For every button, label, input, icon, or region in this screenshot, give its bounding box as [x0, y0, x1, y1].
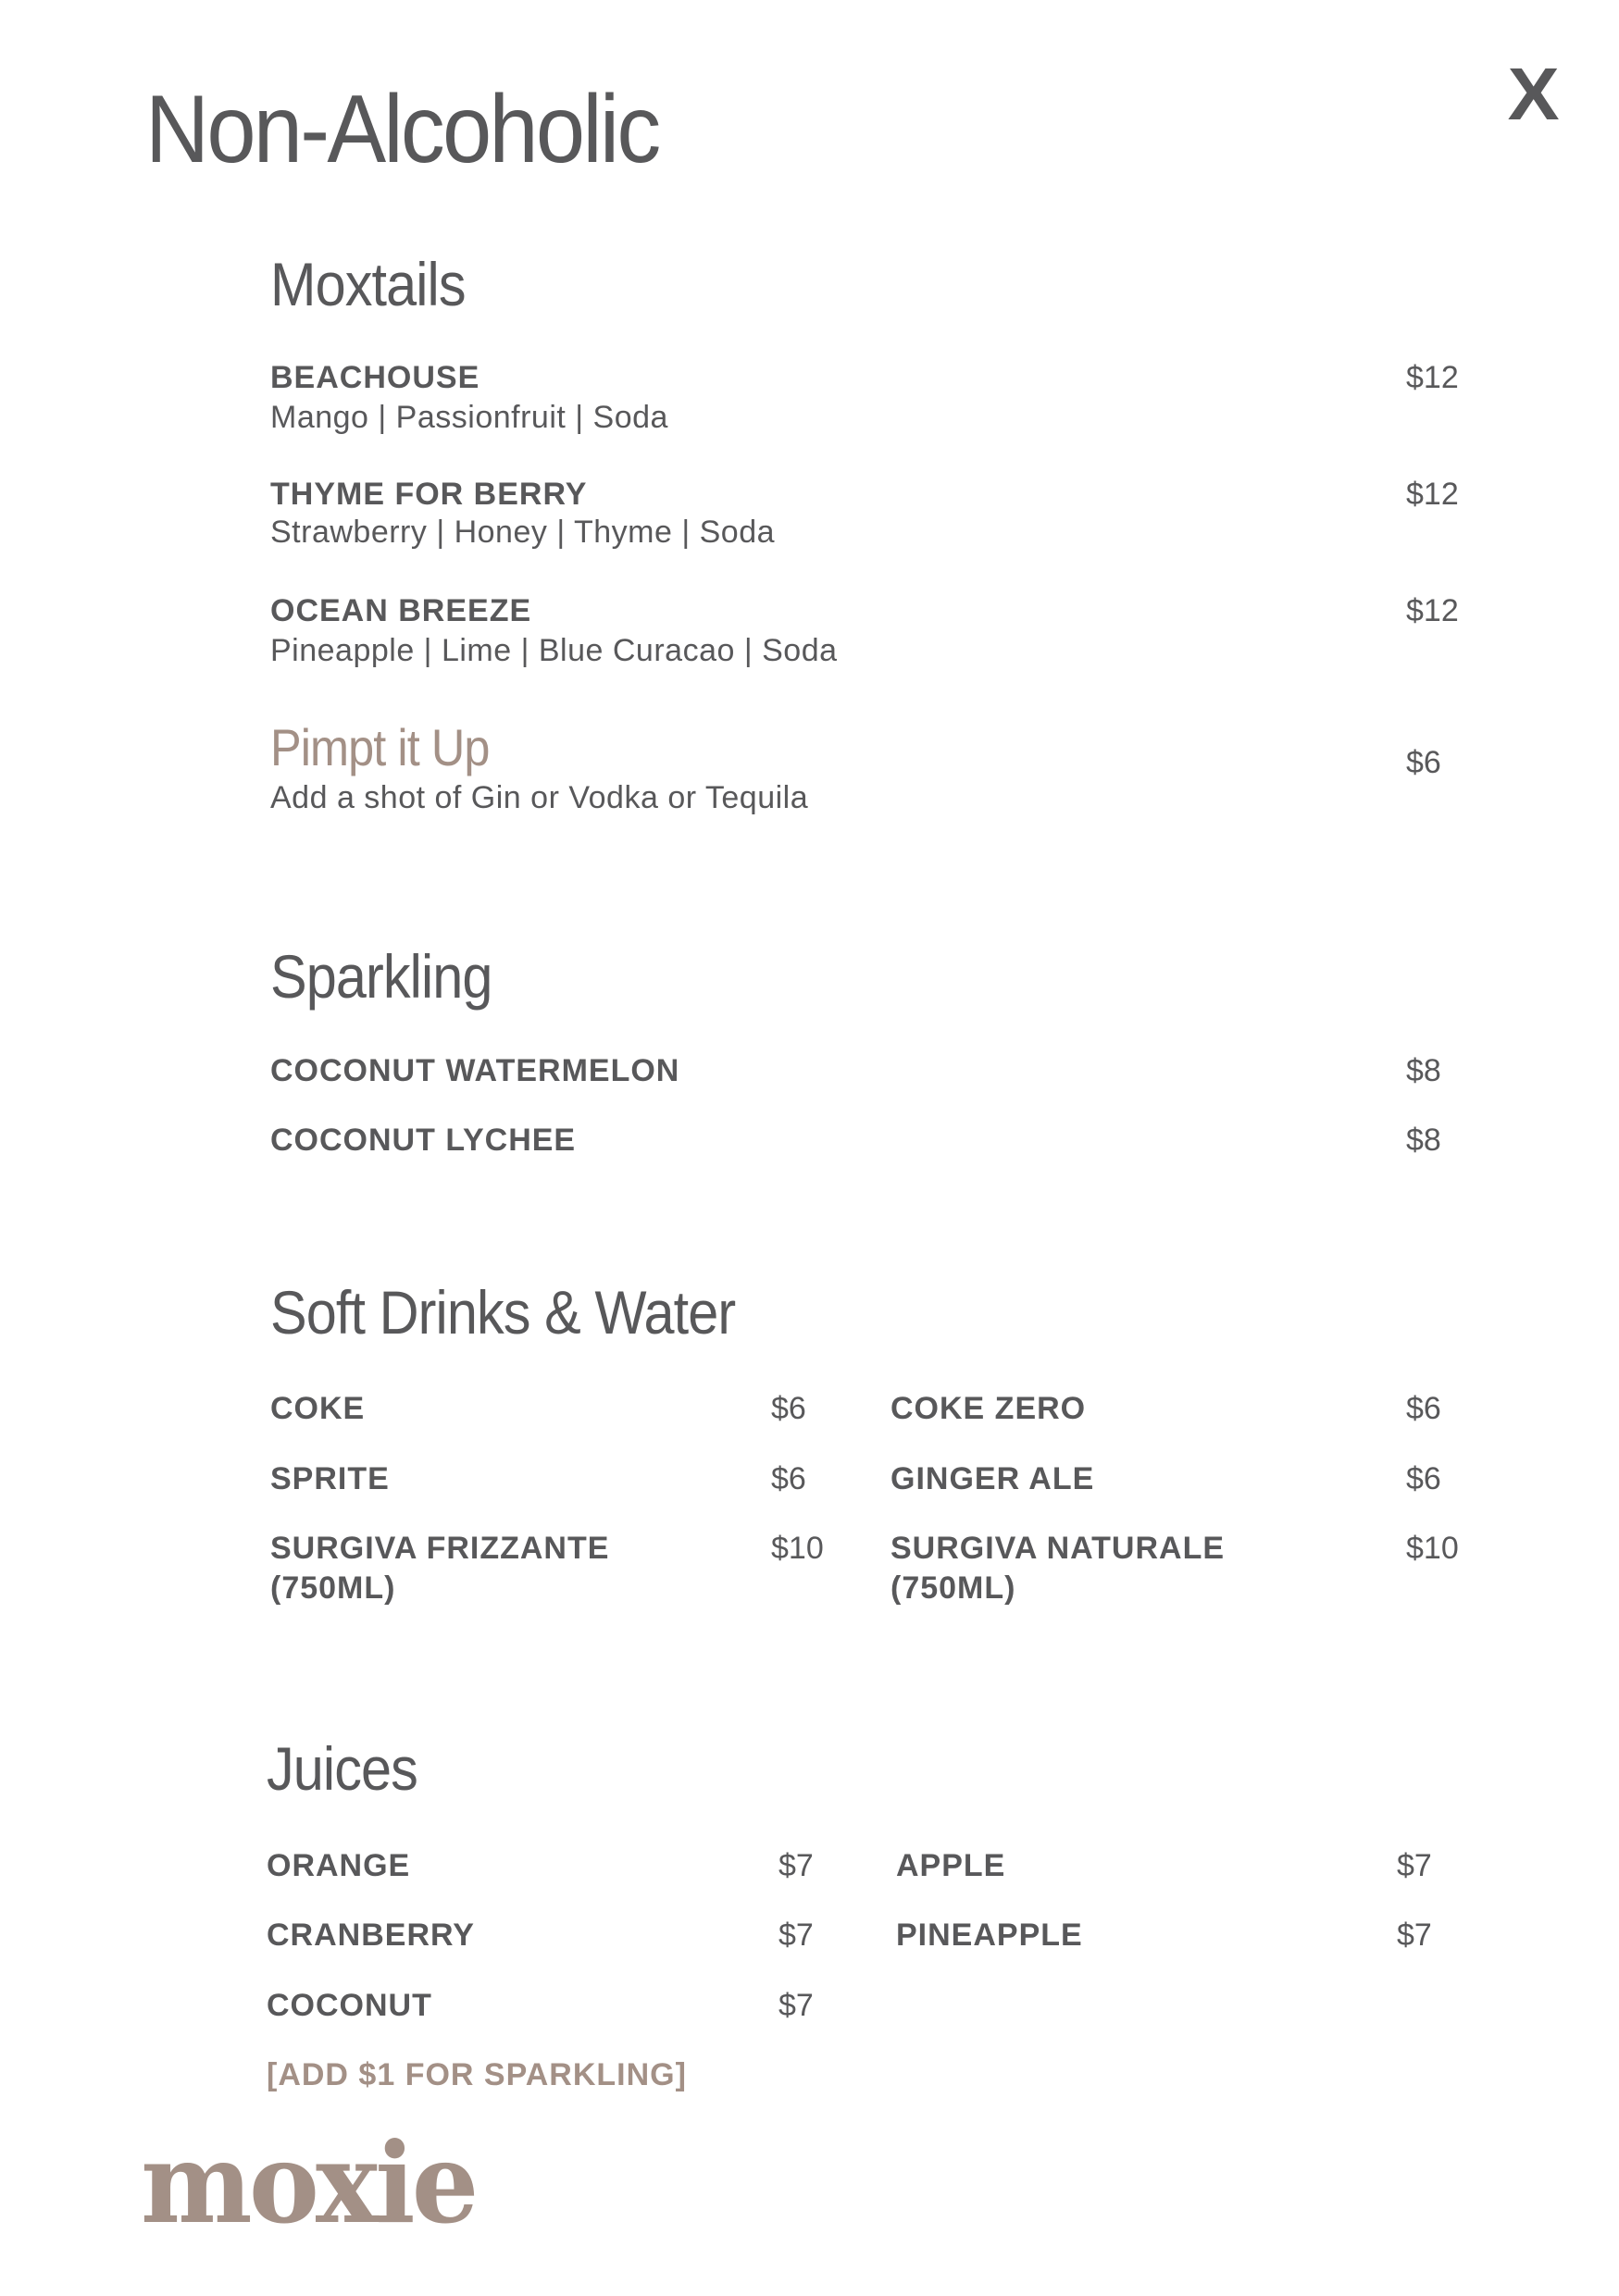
- item-name: BEACHOUSE: [270, 360, 480, 395]
- item-name: OCEAN BREEZE: [270, 593, 532, 628]
- section-heading-sparkling: Sparkling: [270, 942, 492, 1011]
- item-name: CRANBERRY: [267, 1917, 475, 1953]
- item-desc: Strawberry | Honey | Thyme | Soda: [270, 515, 776, 550]
- moxie-logo: moxie: [141, 2118, 476, 2249]
- item-price: $6: [1406, 1461, 1441, 1496]
- section-heading-juices: Juices: [267, 1734, 417, 1803]
- item-name: PINEAPPLE: [896, 1917, 1083, 1953]
- item-size: (750ML): [890, 1570, 1016, 1606]
- item-size: (750ML): [270, 1570, 396, 1606]
- section-heading-soft-drinks: Soft Drinks & Water: [270, 1278, 736, 1347]
- item-name: SURGIVA NATURALE: [890, 1531, 1226, 1566]
- section-heading-moxtails: Moxtails: [270, 250, 466, 318]
- addon-price: $6: [1406, 745, 1441, 780]
- item-price: $6: [1406, 1391, 1441, 1426]
- item-name: COCONUT LYCHEE: [270, 1123, 577, 1158]
- sparkling-note: [ADD $1 FOR SPARKLING]: [267, 2057, 687, 2092]
- item-name: ORANGE: [267, 1848, 411, 1883]
- item-name: COCONUT WATERMELON: [270, 1053, 680, 1088]
- item-desc: Mango | Passionfruit | Soda: [270, 400, 668, 435]
- item-desc: Pineapple | Lime | Blue Curacao | Soda: [270, 633, 838, 668]
- item-price: $10: [771, 1531, 824, 1566]
- item-price: $8: [1406, 1053, 1441, 1088]
- page-title: Non-Alcoholic: [145, 76, 659, 183]
- item-price: $7: [778, 1917, 814, 1953]
- item-name: COKE: [270, 1391, 366, 1426]
- item-name: GINGER ALE: [890, 1461, 1095, 1496]
- close-icon[interactable]: X: [1507, 53, 1560, 135]
- item-price: $12: [1406, 593, 1459, 628]
- item-name: THYME FOR BERRY: [270, 477, 588, 512]
- item-price: $12: [1406, 477, 1459, 512]
- item-name: APPLE: [896, 1848, 1006, 1883]
- item-name: COCONUT: [267, 1988, 432, 2023]
- item-price: $7: [1397, 1917, 1432, 1953]
- item-price: $12: [1406, 360, 1459, 395]
- addon-name: Pimpt it Up: [270, 718, 490, 776]
- item-price: $7: [778, 1988, 814, 2023]
- addon-desc: Add a shot of Gin or Vodka or Tequila: [270, 780, 809, 815]
- item-price: $6: [771, 1391, 806, 1426]
- item-price: $8: [1406, 1123, 1441, 1158]
- item-price: $7: [1397, 1848, 1432, 1883]
- item-price: $6: [771, 1461, 806, 1496]
- item-name: COKE ZERO: [890, 1391, 1087, 1426]
- item-price: $10: [1406, 1531, 1459, 1566]
- item-name: SURGIVA FRIZZANTE: [270, 1531, 610, 1566]
- item-price: $7: [778, 1848, 814, 1883]
- item-name: SPRITE: [270, 1461, 390, 1496]
